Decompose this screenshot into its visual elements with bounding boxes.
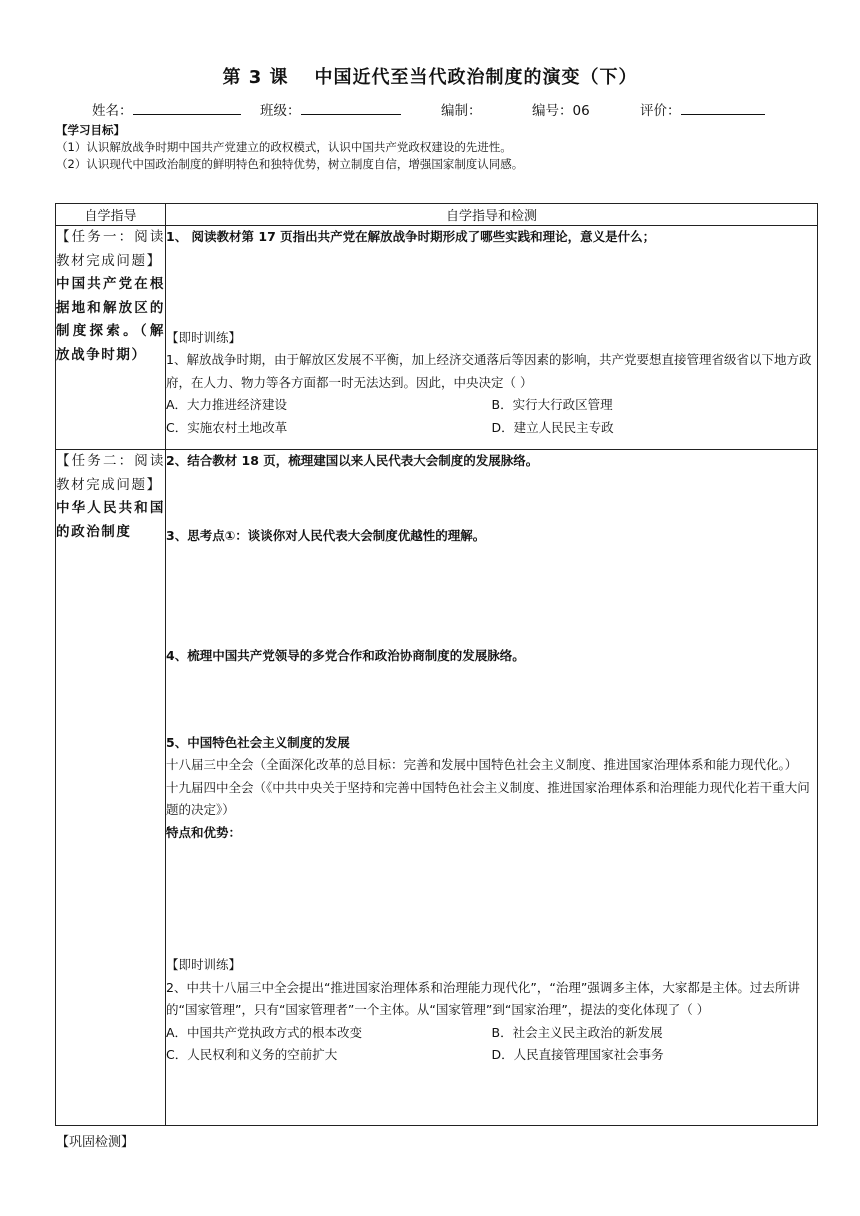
options-row (166, 1044, 817, 1067)
practice-question: 1、解放战争时期，由于解放区发展不平衡，加上经济交通落后等因素的影响，共产党要想直接管理省级省以下地方政府，在人力、物力等各方面都一时无法达到。因此，中央决定（ ） (166, 352, 812, 390)
lesson-name: 中国近代至当代政治制度的演变（下） (314, 67, 638, 88)
task2-question-4: 4、梳理中国共产党领导的多党合作和政治协商制度的发展脉络。 (166, 648, 525, 663)
study-guide-table (55, 203, 818, 1126)
consolidation-heading: 【巩固检测】 (56, 1135, 135, 1150)
option-c[interactable]: C．人民权利和义务的空前扩大 (166, 1047, 338, 1062)
task2-content-cell (166, 450, 818, 1126)
task2-question-3: 3、思考点①：谈谈你对人民代表大会制度优越性的理解。 (166, 527, 486, 543)
goal-item: （1）认识解放战争时期中国共产党建立的政权模式，认识中国共产党政权建设的先进性。 (56, 140, 512, 154)
option-a[interactable]: A．中国共产党执政方式的根本改变 (166, 1024, 363, 1040)
col-header-guide: 自学指导 (56, 204, 166, 226)
practice-heading: 【即时训练】 (166, 329, 242, 345)
learning-goals (56, 122, 523, 173)
task1-topic: 中国共产党在根据地和解放区的制度探索。（解放战争时期） (56, 276, 165, 363)
answer-space[interactable] (166, 668, 817, 732)
task2-label-cell (56, 450, 166, 1126)
task1-label: 【任务一：阅读教材完成问题】 (56, 229, 165, 269)
col-header-guide-test: 自学指导和检测 (166, 204, 818, 226)
option-d[interactable]: D．建立人民民主专政 (491, 419, 614, 435)
answer-space[interactable] (166, 844, 817, 954)
practice-heading: 【即时训练】 (166, 957, 242, 972)
option-c[interactable]: C．实施农村土地改革 (166, 419, 288, 435)
features-heading: 特点和优势： (166, 824, 242, 840)
options-row (166, 394, 817, 417)
fourth-plenum-text: 十九届四中全会（《中共中央关于坚持和完善中国特色社会主义制度、推进国家治理体系和治理能力现代化若干重大问题的决定》） (166, 779, 810, 817)
task2-row (56, 450, 818, 1126)
option-b[interactable]: B．社会主义民主政治的新发展 (491, 1024, 663, 1040)
task1-content-cell (166, 226, 818, 450)
editor-field: 编制： (441, 103, 482, 119)
option-d[interactable]: D．人民直接管理国家社会事务 (491, 1047, 664, 1062)
option-a[interactable]: A．大力推进经济建设 (166, 397, 288, 412)
task2-question-2: 2、结合教材 18 页，梳理建国以来人民代表大会制度的发展脉络。 (166, 453, 539, 468)
task2-label: 【任务二：阅读教材完成问题】 (56, 453, 165, 493)
number-field: 编号：06 (532, 103, 590, 119)
goal-item: （2）认识现代中国政治制度的鲜明特色和独特优势，树立制度自信，增强国家制度认同感。 (56, 157, 524, 171)
page-title (0, 63, 860, 89)
task2-question-5: 5、中国特色社会主义制度的发展 (166, 734, 350, 750)
task1-question-1: 1、 阅读教材第 17 页指出共产党在解放战争时期形成了哪些实践和理论，意义是什么； (166, 229, 656, 244)
task1-row (56, 226, 818, 450)
goals-heading: 【学习目标】 (56, 123, 125, 137)
evaluation-field[interactable]: 评价： (640, 99, 765, 119)
options-row (166, 1022, 817, 1045)
table-header-row (56, 204, 818, 226)
options-row (166, 417, 817, 440)
lesson-number: 第 3 课 (222, 67, 289, 88)
answer-space[interactable] (166, 249, 817, 327)
third-plenum-text: 十八届三中全会（全面深化改革的总目标：完善和发展中国特色社会主义制度、推进国家治理体系和能力现代化。） (166, 757, 798, 772)
practice-question: 2、中共十八届三中全会提出“推进国家治理体系和治理能力现代化”，“治理”强调多主体，大家都是主体。过去所讲的“国家管理”，只有“国家管理者”一个主体。从“国家管理”到“国家治理”，提法的变化体现了（ ） (166, 979, 800, 1017)
answer-space[interactable] (166, 473, 817, 525)
task2-topic: 中华人民共和国的政治制度 (56, 500, 165, 540)
answer-space[interactable] (166, 547, 817, 645)
option-b[interactable]: B．实行大行政区管理 (491, 397, 613, 412)
name-field[interactable]: 姓名： (92, 99, 241, 119)
class-field[interactable]: 班级： (260, 99, 401, 119)
task1-label-cell (56, 226, 166, 450)
